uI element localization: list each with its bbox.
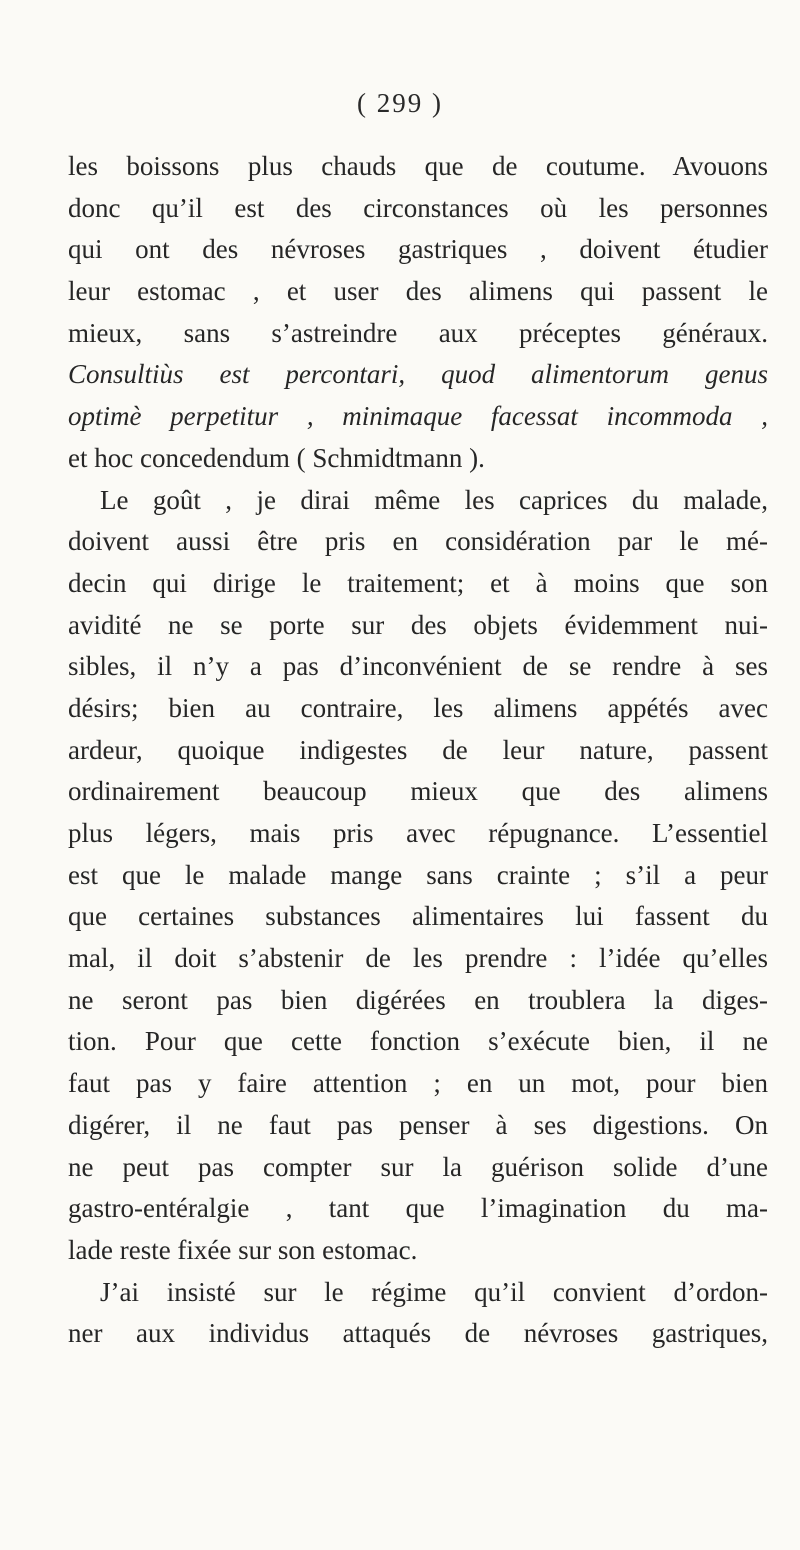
paragraph-start-line: Le goût , je dirai même les caprices du malade,: [100, 484, 768, 515]
text-line: que certaines substances alimentaires lui fassent du: [68, 901, 768, 932]
text-line: les boissons plus chauds que de coutume. Avouons: [68, 151, 768, 181]
text-line: sibles, il n’y a pas d’inconvénient de se rendre à ses: [68, 651, 768, 682]
latin-quote-line: optimè perpetitur , minimaque facessat incommoda ,: [68, 401, 768, 432]
text-line: ordinairement beaucoup mieux que des alimens: [68, 776, 768, 807]
citation-line: et hoc concedendum ( Schmidtmann ).: [68, 442, 485, 473]
text-line: plus légers, mais pris avec répugnance. L’essentiel: [68, 818, 768, 848]
text-line: leur estomac , et user des alimens qui passent le: [68, 276, 768, 307]
text-line: donc qu’il est des circonstances où les personnes: [68, 192, 768, 223]
paragraph-start-line: J’ai insisté sur le régime qu’il convient d’ordon-: [100, 1276, 768, 1307]
text-line: tion. Pour que cette fonction s’exécute bien, il ne: [68, 1026, 768, 1057]
text-line: faut pas y faire attention ; en un mot, pour bien: [68, 1068, 768, 1099]
text-line: qui ont des névroses gastriques , doivent étudier: [68, 234, 768, 265]
page-number: ( 299 ): [357, 88, 443, 118]
text-line: désirs; bien au contraire, les alimens appétés avec: [68, 692, 768, 723]
text-line: decin qui dirige le traitement; et à moins que son: [68, 567, 768, 598]
text-line: ner aux individus attaqués de névroses gastriques,: [68, 1318, 768, 1349]
body-text: [68, 146, 768, 1355]
text-line: est que le malade mange sans crainte ; s’il a peur: [68, 859, 768, 890]
paragraph-end-line: lade reste fixée sur son estomac.: [68, 1234, 418, 1265]
latin-quote-line: Consultiùs est percontari, quod alimentorum genus: [68, 359, 768, 390]
text-line: digérer, il ne faut pas penser à ses digestions. On: [68, 1109, 768, 1140]
text-line: ne peut pas compter sur la guérison solide d’une: [68, 1151, 768, 1182]
text-line: ne seront pas bien digérées en troublera la diges-: [68, 984, 768, 1015]
text-line: gastro-entéralgie , tant que l’imagination du ma-: [68, 1193, 768, 1224]
text-line: doivent aussi être pris en considération par le mé-: [68, 526, 768, 557]
text-line: mieux, sans s’astreindre aux préceptes généraux.: [68, 317, 768, 348]
text-line: mal, il doit s’abstenir de les prendre : l’idée qu’elles: [68, 943, 768, 974]
text-line: avidité ne se porte sur des objets évidemment nui-: [68, 609, 768, 640]
text-line: ardeur, quoique indigestes de leur nature, passent: [68, 734, 768, 765]
